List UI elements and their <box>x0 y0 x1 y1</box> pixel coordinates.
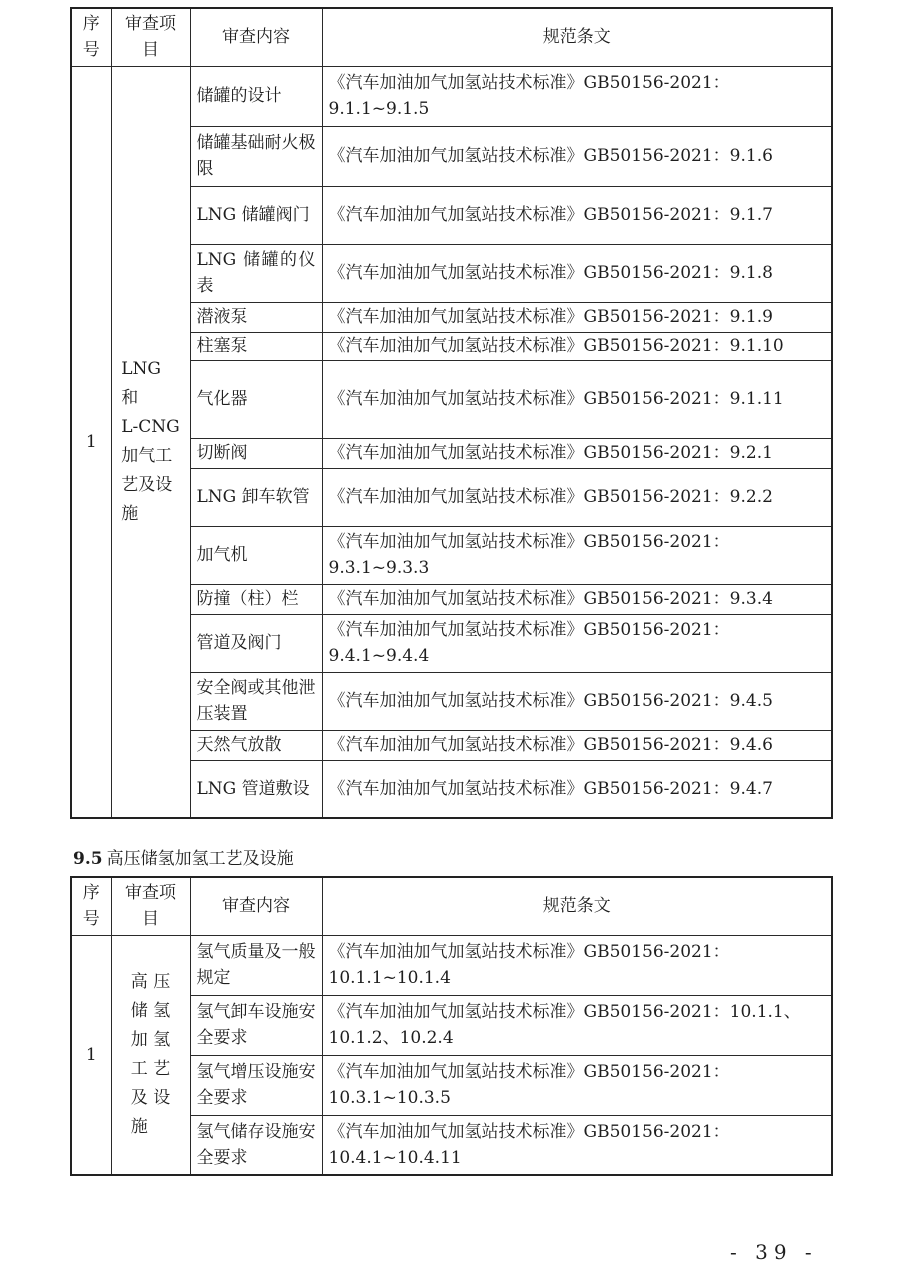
review-content: 加气机 <box>190 526 322 584</box>
standard-clause: 《汽车加油加气加氢站技术标准》GB50156-2021：9.4.1~9.4.4 <box>322 614 832 672</box>
review-content: 储罐基础耐火极限 <box>190 126 322 186</box>
row-number: 1 <box>71 66 111 818</box>
table-header-row <box>71 8 832 66</box>
header-content: 审查内容 <box>190 877 322 935</box>
standard-clause: 《汽车加油加气加氢站技术标准》GB50156-2021：9.2.2 <box>322 468 832 526</box>
standard-clause: 《汽车加油加气加氢站技术标准》GB50156-2021：9.1.7 <box>322 186 832 244</box>
standard-clause: 《汽车加油加气加氢站技术标准》GB50156-2021：10.1.1~10.1.4 <box>322 935 832 995</box>
review-content: 柱塞泵 <box>190 332 322 360</box>
header-item: 审查项目 <box>111 8 190 66</box>
standard-clause: 《汽车加油加气加氢站技术标准》GB50156-2021：9.4.6 <box>322 730 832 760</box>
standard-clause: 《汽车加油加气加氢站技术标准》GB50156-2021：9.1.10 <box>322 332 832 360</box>
review-content: 防撞（柱）栏 <box>190 584 322 614</box>
standard-clause: 《汽车加油加气加氢站技术标准》GB50156-2021：9.1.9 <box>322 302 832 332</box>
review-content: 安全阀或其他泄压装置 <box>190 672 322 730</box>
review-table-hydrogen <box>70 876 833 1176</box>
row-number: 1 <box>71 935 111 1175</box>
review-item: 高 压 储 氢 加 氢 工 艺 及 设 施 <box>111 935 190 1175</box>
header-rule: 规范条文 <box>322 877 832 935</box>
review-content: LNG 储罐的仪表 <box>190 244 322 302</box>
section-number: 9.5 <box>73 849 103 869</box>
header-content: 审查内容 <box>190 8 322 66</box>
review-item: LNG 和 L-CNG 加气工 艺及设 施 <box>111 66 190 818</box>
review-content: LNG 储罐阀门 <box>190 186 322 244</box>
header-no: 序号 <box>71 8 111 66</box>
table-row <box>71 66 832 126</box>
table-header-row <box>71 877 832 935</box>
review-content: 潜液泵 <box>190 302 322 332</box>
header-item: 审查项目 <box>111 877 190 935</box>
review-table-lng <box>70 7 833 819</box>
standard-clause: 《汽车加油加气加氢站技术标准》GB50156-2021：9.1.8 <box>322 244 832 302</box>
review-content: 管道及阀门 <box>190 614 322 672</box>
section-heading <box>73 848 294 870</box>
review-content: 气化器 <box>190 360 322 438</box>
review-content: 氢气储存设施安全要求 <box>190 1115 322 1175</box>
standard-clause: 《汽车加油加气加氢站技术标准》GB50156-2021：9.4.5 <box>322 672 832 730</box>
review-content: LNG 管道敷设 <box>190 760 322 818</box>
standard-clause: 《汽车加油加气加氢站技术标准》GB50156-2021：9.2.1 <box>322 438 832 468</box>
review-content: 切断阀 <box>190 438 322 468</box>
section-title: 高压储氢加氢工艺及设施 <box>106 849 294 869</box>
standard-clause: 《汽车加油加气加氢站技术标准》GB50156-2021：10.4.1~10.4.11 <box>322 1115 832 1175</box>
review-content: 氢气质量及一般规定 <box>190 935 322 995</box>
standard-clause: 《汽车加油加气加氢站技术标准》GB50156-2021：9.4.7 <box>322 760 832 818</box>
review-content: 氢气卸车设施安全要求 <box>190 995 322 1055</box>
review-content: LNG 卸车软管 <box>190 468 322 526</box>
standard-clause: 《汽车加油加气加氢站技术标准》GB50156-2021：9.3.4 <box>322 584 832 614</box>
standard-clause: 《汽车加油加气加氢站技术标准》GB50156-2021：10.1.1、10.1.2、10.2.4 <box>322 995 832 1055</box>
review-content: 储罐的设计 <box>190 66 322 126</box>
standard-clause: 《汽车加油加气加氢站技术标准》GB50156-2021：9.3.1~9.3.3 <box>322 526 832 584</box>
standard-clause: 《汽车加油加气加氢站技术标准》GB50156-2021：9.1.1~9.1.5 <box>322 66 832 126</box>
standard-clause: 《汽车加油加气加氢站技术标准》GB50156-2021：9.1.6 <box>322 126 832 186</box>
page-number: - 39 - <box>730 1240 818 1264</box>
standard-clause: 《汽车加油加气加氢站技术标准》GB50156-2021：10.3.1~10.3.5 <box>322 1055 832 1115</box>
table-row <box>71 935 832 995</box>
standard-clause: 《汽车加油加气加氢站技术标准》GB50156-2021：9.1.11 <box>322 360 832 438</box>
review-content: 天然气放散 <box>190 730 322 760</box>
review-content: 氢气增压设施安全要求 <box>190 1055 322 1115</box>
header-rule: 规范条文 <box>322 8 832 66</box>
header-no: 序号 <box>71 877 111 935</box>
